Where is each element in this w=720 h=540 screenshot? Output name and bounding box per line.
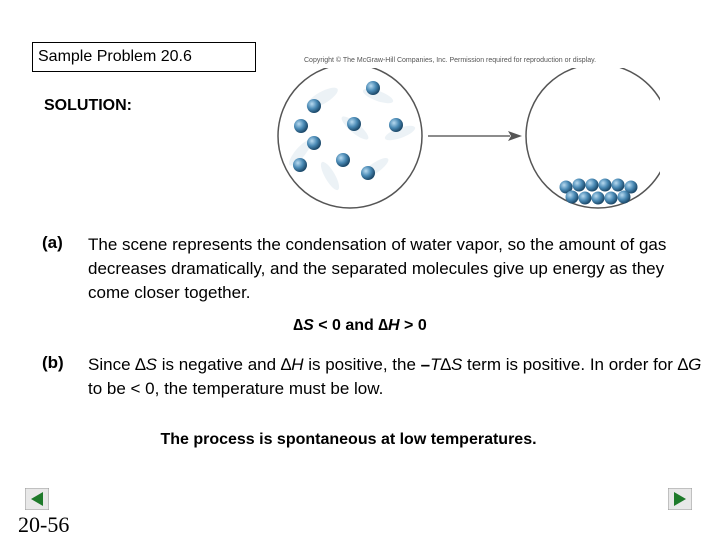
delta-symbol: ∆ — [677, 355, 689, 374]
text-run: term is positive. In order for — [462, 355, 678, 374]
enthalpy-variable: H — [291, 355, 304, 374]
gas-molecule — [307, 136, 321, 150]
liquid-molecule — [579, 192, 592, 205]
text-run: is positive, the — [303, 355, 421, 374]
temperature-variable: T — [430, 355, 441, 374]
gas-molecule — [294, 119, 308, 133]
liquid-molecule — [599, 179, 612, 192]
gas-molecule — [389, 118, 403, 132]
gas-molecule — [347, 117, 361, 131]
entropy-variable: S — [303, 317, 314, 334]
liquid-molecule — [605, 192, 618, 205]
delta-symbol: ∆ — [293, 317, 304, 334]
entropy-variable: S — [145, 355, 157, 374]
delta-symbol: ∆ — [135, 355, 146, 374]
equation-end: > 0 — [399, 317, 427, 334]
previous-slide-button[interactable] — [25, 488, 49, 510]
liquid-molecule — [573, 179, 586, 192]
part-a-label: (a) — [42, 233, 63, 252]
gibbs-variable: G — [688, 355, 702, 374]
part-b-label: (b) — [42, 353, 64, 372]
liquid-molecule — [618, 191, 631, 204]
delta-symbol: ∆ — [440, 355, 451, 374]
gas-molecule — [336, 153, 350, 167]
delta-symbol: ∆ — [280, 355, 292, 374]
entropy-enthalpy-signs — [0, 317, 720, 335]
minus-sign: – — [420, 355, 431, 374]
text-run: is negative and — [157, 355, 281, 374]
delta-symbol: ∆ — [378, 317, 389, 334]
solution-heading: SOLUTION: — [44, 97, 132, 114]
liquid-molecule — [592, 192, 605, 205]
slide-number: 20-56 — [18, 512, 70, 537]
liquid-molecule — [566, 191, 579, 204]
liquid-molecule — [586, 179, 599, 192]
gas-molecule — [307, 99, 321, 113]
liquid-molecule — [612, 179, 625, 192]
condensation-diagram — [270, 68, 660, 218]
gas-molecule — [293, 158, 307, 172]
copyright-notice: Copyright © The McGraw-Hill Companies, Inc. Permission required for reproduction or display. — [304, 57, 597, 64]
part-a-text: The scene represents the condensation of water vapor, so the amount of gas decreases dramatically, and the separated molecules give up energy as they come closer together. — [88, 235, 667, 302]
text-run: Since — [88, 355, 136, 374]
next-slide-button[interactable] — [668, 488, 692, 510]
conclusion-statement: The process is spontaneous at low temperatures. — [160, 431, 537, 448]
gas-molecule — [366, 81, 380, 95]
entropy-variable: S — [450, 355, 463, 374]
enthalpy-variable: H — [388, 317, 400, 334]
text-run: to be < 0, the temperature must be low. — [88, 355, 707, 398]
reaction-arrow-head — [508, 131, 522, 141]
equation-middle: < 0 and — [313, 317, 379, 334]
problem-title: Sample Problem 20.6 — [32, 42, 256, 72]
part-b-text — [88, 353, 708, 401]
gas-molecule — [361, 166, 375, 180]
